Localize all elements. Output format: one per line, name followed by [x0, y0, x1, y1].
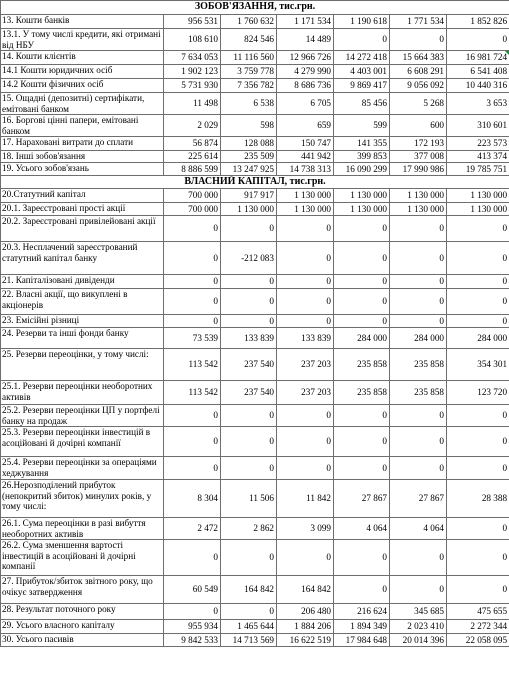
- value-cell: 0: [164, 242, 221, 275]
- value-cell: 6 538: [221, 93, 277, 115]
- value-cell: 235 858: [390, 349, 447, 381]
- row-label: 27. Прибуток/збиток звітного року, що очікує затвердження: [1, 576, 164, 604]
- row-label: 13.1. У тому числі кредити, які отримані від НБУ: [1, 29, 164, 51]
- value-cell: 0: [164, 275, 221, 289]
- value-cell: 2 029: [164, 115, 221, 137]
- value-cell: 1 130 000: [277, 189, 334, 203]
- value-cell: 0: [390, 216, 447, 242]
- value-cell: 16 981 724: [447, 51, 509, 65]
- value-cell: 164 842: [221, 576, 277, 604]
- row-label: 29. Усього власного капіталу: [1, 620, 164, 634]
- value-cell: 0: [334, 540, 390, 576]
- value-cell: 223 573: [447, 137, 509, 151]
- value-cell: 28 388: [447, 480, 509, 518]
- table-row: [1, 242, 509, 275]
- value-cell: 16 090 299: [334, 163, 390, 176]
- value-cell: 1 130 000: [390, 203, 447, 216]
- value-cell: 14 713 569: [221, 634, 277, 647]
- row-label: 20.Статутний капітал: [1, 189, 164, 203]
- table-row: [1, 620, 509, 634]
- value-cell: 3 099: [277, 518, 334, 540]
- table-row: [1, 189, 509, 203]
- table-row: [1, 576, 509, 604]
- value-cell: 824 546: [221, 29, 277, 51]
- value-cell: 1 130 000: [334, 189, 390, 203]
- section-title: ЗОБОВ'ЯЗАННЯ, тис.грн.: [1, 1, 509, 15]
- value-cell: 0: [221, 289, 277, 315]
- value-cell: 0: [221, 216, 277, 242]
- value-cell: 0: [390, 289, 447, 315]
- value-cell: 20 014 396: [390, 634, 447, 647]
- value-cell: 0: [221, 457, 277, 480]
- value-cell: 0: [334, 289, 390, 315]
- value-cell: 0: [164, 216, 221, 242]
- value-cell: 0: [334, 216, 390, 242]
- table-row: [1, 15, 509, 29]
- value-cell: 235 858: [334, 381, 390, 405]
- table-row: [1, 405, 509, 427]
- value-cell: 60 549: [164, 576, 221, 604]
- row-label: 26.1. Сума переоцінки в разі вибуття необоротних активів: [1, 518, 164, 540]
- value-cell: 0: [447, 518, 509, 540]
- value-cell: 1 171 534: [277, 15, 334, 29]
- value-cell: 0: [277, 540, 334, 576]
- value-cell: 17 990 986: [390, 163, 447, 176]
- value-cell: 0: [334, 457, 390, 480]
- value-cell: -212 083: [221, 242, 277, 275]
- row-label: 21. Капіталізовані дивіденди: [1, 275, 164, 289]
- value-cell: 1 130 000: [447, 203, 509, 216]
- value-cell: 5 268: [390, 93, 447, 115]
- row-label: 25. Резерви переоцінки, у тому числі:: [1, 349, 164, 381]
- value-cell: 0: [447, 275, 509, 289]
- value-cell: 1 465 644: [221, 620, 277, 634]
- value-cell: 172 193: [390, 137, 447, 151]
- value-cell: 6 608 291: [390, 65, 447, 79]
- row-label: 25.2. Резерви переоцінки ЦП у портфелі банку на продаж: [1, 405, 164, 427]
- table-row: [1, 51, 509, 65]
- value-cell: 0: [334, 405, 390, 427]
- value-cell: 17 984 648: [334, 634, 390, 647]
- value-cell: 237 540: [221, 349, 277, 381]
- value-cell: 1 902 123: [164, 65, 221, 79]
- value-cell: 0: [164, 289, 221, 315]
- row-label: 19. Усього зобов'язань: [1, 163, 164, 176]
- value-cell: 0: [447, 427, 509, 457]
- value-cell: 27 867: [334, 480, 390, 518]
- value-cell: 475 655: [447, 604, 509, 620]
- value-cell: 0: [164, 457, 221, 480]
- value-cell: 0: [277, 427, 334, 457]
- value-cell: 1 894 349: [334, 620, 390, 634]
- value-cell: 0: [164, 315, 221, 328]
- value-cell: 22 058 095: [447, 634, 509, 647]
- value-cell: 73 539: [164, 328, 221, 349]
- value-cell: 8 686 736: [277, 79, 334, 93]
- row-label: 16. Боргові цінні папери, емітовані банком: [1, 115, 164, 137]
- table-row: [1, 457, 509, 480]
- value-cell: 4 279 990: [277, 65, 334, 79]
- value-cell: 7 634 053: [164, 51, 221, 65]
- value-cell: 0: [277, 405, 334, 427]
- row-label: 17. Нараховані витрати до сплати: [1, 137, 164, 151]
- value-cell: 0: [447, 216, 509, 242]
- value-cell: 141 355: [334, 137, 390, 151]
- row-label: 20.2. Зареєстровані привілейовані акції: [1, 216, 164, 242]
- table-row: [1, 427, 509, 457]
- value-cell: 284 000: [390, 328, 447, 349]
- table-row: [1, 115, 509, 137]
- value-cell: 237 203: [277, 381, 334, 405]
- table-row: [1, 349, 509, 381]
- value-cell: 164 842: [277, 576, 334, 604]
- value-cell: 1 884 206: [277, 620, 334, 634]
- value-cell: 0: [277, 242, 334, 275]
- value-cell: 206 480: [277, 604, 334, 620]
- value-cell: 235 858: [390, 381, 447, 405]
- row-label: 23. Емісійні різниці: [1, 315, 164, 328]
- value-cell: 0: [447, 242, 509, 275]
- value-cell: 1 130 000: [390, 189, 447, 203]
- value-cell: 11 506: [221, 480, 277, 518]
- row-label: 20.1. Зареєстровані прості акції: [1, 203, 164, 216]
- value-cell: 1 130 000: [447, 189, 509, 203]
- value-cell: 3 759 778: [221, 65, 277, 79]
- table-row: [1, 518, 509, 540]
- value-cell: 9 842 533: [164, 634, 221, 647]
- value-cell: 0: [390, 576, 447, 604]
- value-cell: 0: [277, 289, 334, 315]
- value-cell: 0: [447, 540, 509, 576]
- value-cell: 1 130 000: [221, 203, 277, 216]
- value-cell: 0: [277, 315, 334, 328]
- value-cell: 1 130 000: [334, 203, 390, 216]
- table-row: [1, 480, 509, 518]
- row-label: 25.4. Резерви переоцінки за операціями хеджування: [1, 457, 164, 480]
- value-cell: 284 000: [447, 328, 509, 349]
- value-cell: 345 685: [390, 604, 447, 620]
- value-cell: 133 839: [277, 328, 334, 349]
- table-row: [1, 93, 509, 115]
- value-cell: 700 000: [164, 203, 221, 216]
- value-cell: 56 874: [164, 137, 221, 151]
- value-cell: 1 852 826: [447, 15, 509, 29]
- value-cell: 85 456: [334, 93, 390, 115]
- value-cell: 0: [221, 275, 277, 289]
- table-row: [1, 604, 509, 620]
- value-cell: 237 203: [277, 349, 334, 381]
- value-cell: 2 862: [221, 518, 277, 540]
- value-cell: 377 008: [390, 151, 447, 163]
- value-cell: 27 867: [390, 480, 447, 518]
- value-cell: 0: [277, 457, 334, 480]
- value-cell: 113 542: [164, 381, 221, 405]
- value-cell: 0: [390, 540, 447, 576]
- value-cell: 9 056 092: [390, 79, 447, 93]
- row-label: 14. Кошти клієнтів: [1, 51, 164, 65]
- table-row: [1, 79, 509, 93]
- value-cell: 413 374: [447, 151, 509, 163]
- value-cell: 108 610: [164, 29, 221, 51]
- row-label: 20.3. Несплачений зареєстрований статутний капітал банку: [1, 242, 164, 275]
- row-label: 14.1 Кошти юридичних осіб: [1, 65, 164, 79]
- value-cell: 235 509: [221, 151, 277, 163]
- row-label: 15. Ощадні (депозитні) сертифікати, емітовані банком: [1, 93, 164, 115]
- value-cell: 0: [221, 405, 277, 427]
- row-label: 24. Резерви та інші фонди банку: [1, 328, 164, 349]
- value-cell: 0: [390, 405, 447, 427]
- value-cell: 598: [221, 115, 277, 137]
- value-cell: 4 064: [390, 518, 447, 540]
- value-cell: 237 540: [221, 381, 277, 405]
- value-cell: 0: [390, 427, 447, 457]
- value-cell: 0: [447, 289, 509, 315]
- table-row: [1, 381, 509, 405]
- row-label: 13. Кошти банків: [1, 15, 164, 29]
- table-row: [1, 289, 509, 315]
- value-cell: 4 403 001: [334, 65, 390, 79]
- value-cell: 0: [334, 242, 390, 275]
- value-cell: 310 601: [447, 115, 509, 137]
- value-cell: 225 614: [164, 151, 221, 163]
- value-cell: 5 731 930: [164, 79, 221, 93]
- value-cell: 1 130 000: [277, 203, 334, 216]
- value-cell: 1 190 618: [334, 15, 390, 29]
- value-cell: 2 272 344: [447, 620, 509, 634]
- value-cell: 0: [390, 29, 447, 51]
- value-cell: 0: [447, 29, 509, 51]
- value-cell: 0: [164, 604, 221, 620]
- value-cell: 14 272 418: [334, 51, 390, 65]
- value-cell: 917 917: [221, 189, 277, 203]
- value-cell: 956 531: [164, 15, 221, 29]
- value-cell: 0: [221, 540, 277, 576]
- table-row: [1, 328, 509, 349]
- value-cell: 0: [277, 216, 334, 242]
- table-row: [1, 275, 509, 289]
- value-cell: 235 858: [334, 349, 390, 381]
- value-cell: 6 541 408: [447, 65, 509, 79]
- value-cell: 0: [390, 242, 447, 275]
- value-cell: 19 785 751: [447, 163, 509, 176]
- value-cell: 4 064: [334, 518, 390, 540]
- value-cell: 150 747: [277, 137, 334, 151]
- row-label: 25.1. Резерви переоцінки необоротних активів: [1, 381, 164, 405]
- value-cell: 0: [164, 540, 221, 576]
- value-cell: 0: [221, 315, 277, 328]
- value-cell: 3 653: [447, 93, 509, 115]
- value-cell: 0: [334, 315, 390, 328]
- row-label: 26.Нерозподілений прибуток (непокритий збиток) минулих років, у тому числі:: [1, 480, 164, 518]
- table-row: [1, 540, 509, 576]
- row-label: 30. Усього пасивів: [1, 634, 164, 647]
- value-cell: 11 116 560: [221, 51, 277, 65]
- value-cell: 12 966 726: [277, 51, 334, 65]
- value-cell: 133 839: [221, 328, 277, 349]
- row-label: 25.3. Резерви переоцінки інвестицій в асоційовані й дочірні компанії: [1, 427, 164, 457]
- value-cell: 0: [221, 427, 277, 457]
- table-row: [1, 29, 509, 51]
- value-cell: 0: [277, 275, 334, 289]
- value-cell: 128 088: [221, 137, 277, 151]
- value-cell: 2 472: [164, 518, 221, 540]
- table-row: [1, 151, 509, 163]
- value-cell: 6 705: [277, 93, 334, 115]
- value-cell: 0: [390, 275, 447, 289]
- section-header-row: [1, 1, 509, 15]
- row-label: 18. Інші зобов'язання: [1, 151, 164, 163]
- value-cell: 0: [447, 576, 509, 604]
- value-cell: 441 942: [277, 151, 334, 163]
- value-cell: 354 301: [447, 349, 509, 381]
- table-row: [1, 315, 509, 328]
- value-cell: 0: [390, 457, 447, 480]
- value-cell: 0: [334, 275, 390, 289]
- table-row: [1, 163, 509, 176]
- value-cell: 15 664 383: [390, 51, 447, 65]
- value-cell: 10 440 316: [447, 79, 509, 93]
- value-cell: 113 542: [164, 349, 221, 381]
- value-cell: 0: [164, 405, 221, 427]
- value-cell: 0: [447, 405, 509, 427]
- table-row: [1, 216, 509, 242]
- value-cell: 8 304: [164, 480, 221, 518]
- value-cell: 7 356 782: [221, 79, 277, 93]
- section-header-row: [1, 176, 509, 189]
- value-cell: 0: [390, 315, 447, 328]
- row-label: 28. Результат поточного року: [1, 604, 164, 620]
- value-cell: 0: [334, 576, 390, 604]
- row-label: 14.2 Кошти фізичних осіб: [1, 79, 164, 93]
- row-label: 22. Власні акції, що викуплені в акціонерів: [1, 289, 164, 315]
- value-cell: 600: [390, 115, 447, 137]
- section-title: ВЛАСНИЙ КАПІТАЛ, тис.грн.: [1, 176, 509, 189]
- value-cell: 14 738 313: [277, 163, 334, 176]
- value-cell: 0: [447, 315, 509, 328]
- value-cell: 1 771 534: [390, 15, 447, 29]
- value-cell: 2 023 410: [390, 620, 447, 634]
- value-cell: 1 760 632: [221, 15, 277, 29]
- value-cell: 13 247 925: [221, 163, 277, 176]
- value-cell: 11 498: [164, 93, 221, 115]
- table-row: [1, 137, 509, 151]
- value-cell: 0: [334, 29, 390, 51]
- value-cell: 284 000: [334, 328, 390, 349]
- value-cell: 0: [447, 457, 509, 480]
- value-cell: 599: [334, 115, 390, 137]
- value-cell: 659: [277, 115, 334, 137]
- value-cell: 700 000: [164, 189, 221, 203]
- value-cell: 14 489: [277, 29, 334, 51]
- value-cell: 123 720: [447, 381, 509, 405]
- value-cell: 9 869 417: [334, 79, 390, 93]
- table-row: [1, 65, 509, 79]
- row-label: 26.2. Сума зменшення вартості інвестицій в асоційовані й дочірні компанії: [1, 540, 164, 576]
- value-cell: 16 622 519: [277, 634, 334, 647]
- value-cell: 0: [334, 427, 390, 457]
- table-row: [1, 634, 509, 647]
- value-cell: 8 886 599: [164, 163, 221, 176]
- table-row: [1, 203, 509, 216]
- value-cell: 399 853: [334, 151, 390, 163]
- value-cell: 0: [221, 604, 277, 620]
- value-cell: 0: [164, 427, 221, 457]
- value-cell: 11 842: [277, 480, 334, 518]
- value-cell: 955 934: [164, 620, 221, 634]
- value-cell: 216 624: [334, 604, 390, 620]
